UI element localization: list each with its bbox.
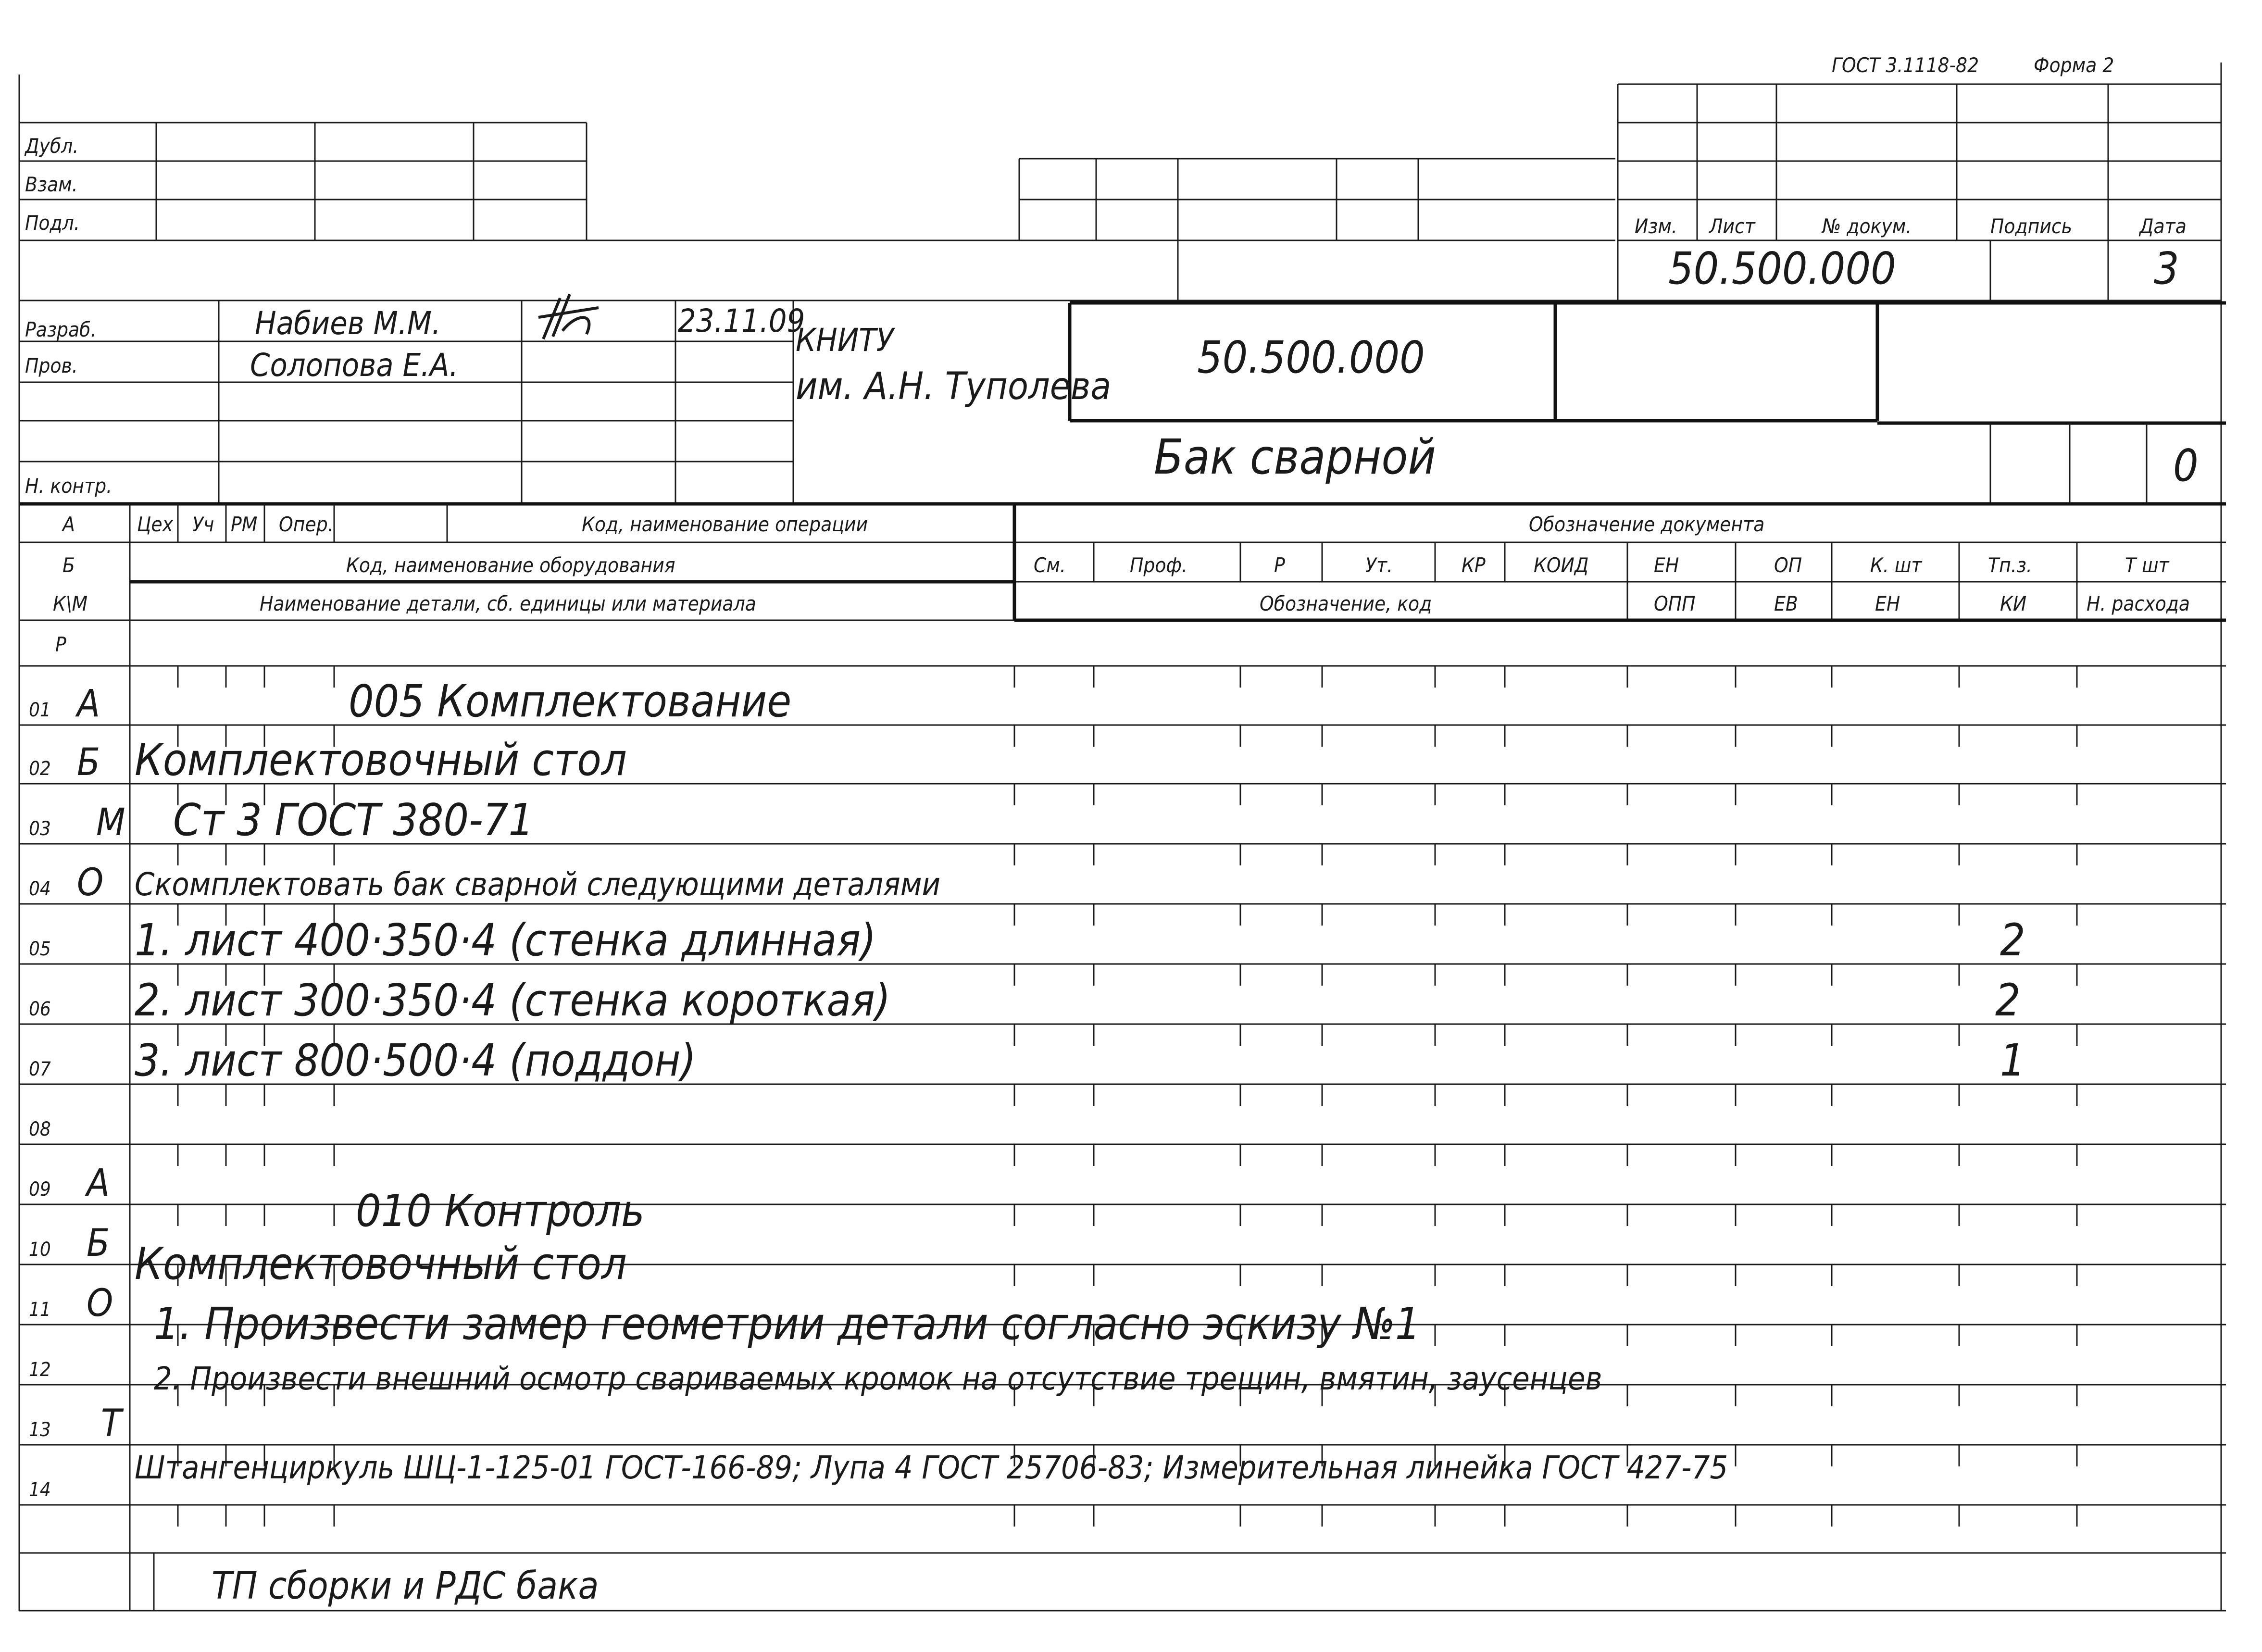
hdr-km: К\М [53, 592, 88, 615]
footer-text: ТП сборки и РДС бака [212, 1564, 599, 1608]
row-03-num: 03 [29, 818, 51, 840]
form-standard: ГОСТ 3.1118-82 [1832, 53, 1979, 77]
col-list: Лист [1709, 214, 1755, 238]
col-signature: Подпись [1990, 214, 2072, 238]
doc-number-top: 50.500.000 [1668, 243, 1896, 294]
row-03-text: Ст 3 ГОСТ 380-71 [173, 794, 534, 846]
row-04-text: Скомплектовать бак сварной следующими деталями [135, 866, 941, 903]
hdr-op: ОП [1774, 553, 1802, 577]
hdr-a: А [62, 513, 75, 536]
hdr-ev: ЕВ [1774, 592, 1798, 615]
hdr-k-sht: К. шт [1870, 553, 1922, 577]
row-13-num: 13 [29, 1419, 51, 1441]
sheet-number: 3 [2154, 243, 2179, 294]
hdr-norm: Н. расхода [2087, 592, 2190, 615]
hdr-part-name: Наименование детали, сб. единицы или материала [260, 592, 756, 615]
row-12-text: 2. Произвести внешний осмотр свариваемых кромок на отсутствие трещин, вмятин, заусенцев [154, 1360, 1602, 1397]
row-07-text: 3. лист 800·500·4 (поддон) [135, 1035, 696, 1086]
hdr-koid: КОИД [1534, 553, 1589, 577]
hdr-p: Р [55, 633, 66, 656]
hdr-operation: Код, наименование операции [582, 513, 868, 536]
row-07-qty: 1 [2000, 1035, 2025, 1086]
row-02-letter: Б [77, 741, 100, 784]
hdr-document: Обозначение документа [1529, 513, 1765, 536]
org-line1: КНИТУ [796, 322, 894, 359]
checker-name: Солопова Е.А. [250, 347, 459, 384]
row-01-letter: А [77, 682, 100, 726]
col-doc-number: № докум. [1822, 214, 1912, 238]
row-14-num: 14 [29, 1479, 51, 1501]
label-podl: Подл. [25, 211, 80, 235]
product-name: Бак сварной [1154, 429, 1436, 485]
row-02-text: Комплектовочный стол [135, 734, 627, 786]
label-dubl: Дубл. [25, 134, 79, 158]
row-09-letter: А [87, 1162, 110, 1205]
hdr-rm: РМ [231, 513, 258, 536]
row-02-num: 02 [29, 758, 51, 780]
row-01-text: 005 Комплектование [349, 676, 792, 727]
row-05-qty: 2 [2000, 914, 2025, 966]
col-date: Дата [2139, 214, 2187, 238]
sheet-field: 0 [2173, 440, 2199, 491]
row-04-num: 04 [29, 878, 51, 900]
hdr-ceh: Цех [137, 513, 173, 536]
hdr-tpz: Тп.з. [1988, 553, 2032, 577]
developer-name: Набиев М.М. [255, 305, 441, 342]
hdr-code: Обозначение, код [1260, 592, 1432, 615]
row-10-text: Комплектовочный стол [135, 1238, 627, 1289]
row-08-num: 08 [29, 1118, 51, 1140]
role-developer: Разраб. [25, 318, 97, 341]
row-11-text: 1. Произвести замер геометрии детали согласно эскизу №1 [154, 1298, 1421, 1350]
row-10-num: 10 [29, 1239, 51, 1261]
org-line2: им. А.Н. Туполева [796, 365, 1112, 408]
hdr-sm: См. [1034, 553, 1066, 577]
hdr-equipment: Код, наименование оборудования [346, 553, 675, 577]
row-12-num: 12 [29, 1359, 51, 1381]
row-06-qty: 2 [1995, 975, 2021, 1026]
row-09-num: 09 [29, 1178, 51, 1201]
hdr-opp: ОПП [1654, 592, 1696, 615]
operation-rows [29, 676, 2025, 1608]
form-labels [24, 53, 2199, 656]
sign-date: 23.11.09 [678, 302, 805, 339]
hdr-t-sht: Т шт [2125, 553, 2169, 577]
row-06-text: 2. лист 300·350·4 (стенка короткая) [135, 975, 891, 1026]
role-norm-control: Н. контр. [25, 474, 112, 498]
row-10-letter: Б [87, 1222, 110, 1265]
hdr-b: Б [62, 553, 75, 577]
row-07-num: 07 [29, 1058, 51, 1080]
hdr-ut: Ут. [1365, 553, 1393, 577]
row-13-text: Штангенциркуль ШЦ-1-125-01 ГОСТ-166-89; Лупа 4 ГОСТ 25706-83; Измерительная линейка ГОСТ 427-75 [135, 1449, 1728, 1486]
row-03-letter: М [96, 801, 125, 844]
row-01-num: 01 [29, 699, 51, 721]
hdr-oper: Опер. [279, 513, 334, 536]
hdr-ki: КИ [2000, 592, 2027, 615]
hdr-en2: ЕН [1875, 592, 1900, 615]
row-05-num: 05 [29, 938, 51, 960]
col-izm: Изм. [1635, 214, 1677, 238]
label-vzam: Взам. [25, 173, 78, 196]
row-13-letter: Т [101, 1402, 122, 1445]
form-label: Форма 2 [2034, 53, 2114, 77]
hdr-uch: Уч [192, 513, 214, 536]
row-11-letter: О [87, 1282, 113, 1325]
row-05-text: 1. лист 400·350·4 (стенка длинная) [135, 914, 876, 966]
row-09-text: 010 Контроль [356, 1185, 645, 1237]
doc-number: 50.500.000 [1197, 332, 1425, 383]
row-04-letter: О [77, 861, 104, 904]
row-11-num: 11 [29, 1299, 51, 1321]
hdr-r: Р [1274, 553, 1285, 577]
hdr-kr: КР [1462, 553, 1486, 577]
row-06-num: 06 [29, 998, 51, 1020]
hdr-en: ЕН [1654, 553, 1679, 577]
hdr-prof: Проф. [1130, 553, 1187, 577]
role-checker: Пров. [25, 354, 78, 377]
